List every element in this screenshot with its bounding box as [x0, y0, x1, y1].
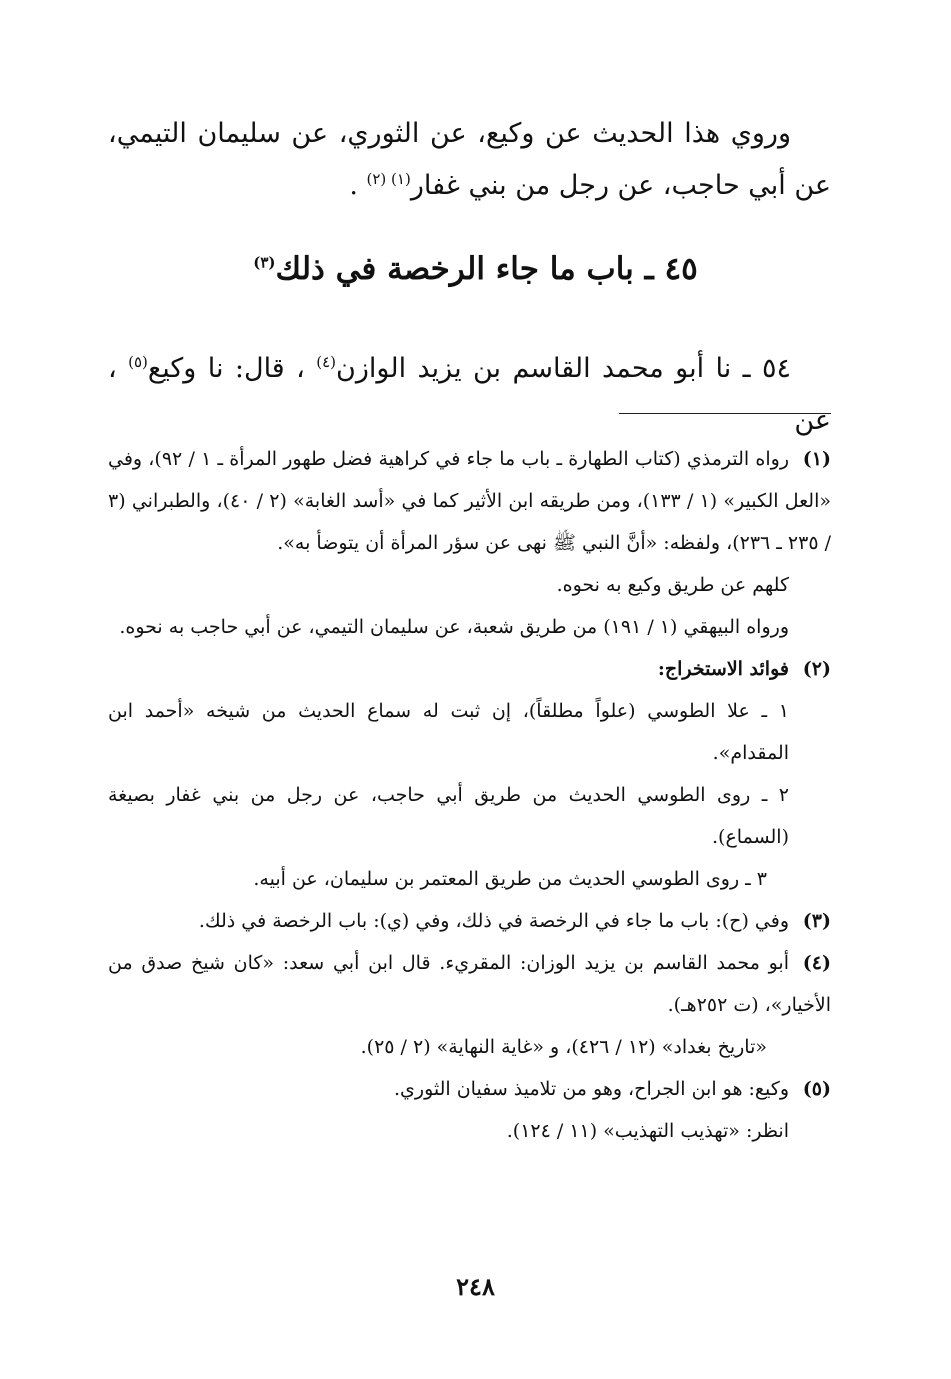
chapter-heading [0, 243, 951, 295]
footnote-2-item-2: ٢ ـ روى الطوسي الحديث من طريق أبي حاجب، عن رجل من بني غفار بصيغة (السماع). [108, 784, 789, 848]
footnote-ref-1-2[interactable]: (١) (٢) [366, 170, 411, 188]
paragraph-2-text-b: ، قال: نا وكيع [147, 353, 305, 384]
footnote-5-text: وكيع: هو ابن الجراح، وهو من تلاميذ سفيان الثوري. [393, 1078, 789, 1100]
footnote-3-number: (٣) [802, 910, 831, 932]
footnotes [108, 438, 831, 1152]
footnote-2-title: فوائد الاستخراج: [657, 658, 789, 680]
footnote-ref-4[interactable]: (٤) [316, 353, 337, 371]
footnote-1-line-3: ورواه البيهقي (١ / ١٩١) من طريق شعبة، عن سليمان التيمي، عن أبي حاجب به نحوه. [119, 616, 789, 638]
paragraph-1-text: وروي هذا الحديث عن وكيع، عن الثوري، عن سليمان التيمي، عن أبي حاجب، عن رجل من بني غفار [108, 118, 831, 201]
chapter-heading-text: ٤٥ ـ باب ما جاء الرخصة في ذلك [275, 251, 698, 287]
footnote-ref-5[interactable]: (٥) [128, 353, 148, 371]
footnote-1 [108, 438, 831, 564]
page-number: ٢٤٨ [456, 1272, 495, 1301]
footnote-3 [108, 900, 831, 942]
paragraph-1-end: . [349, 170, 358, 201]
main-text [108, 108, 831, 212]
paragraph-2 [108, 343, 831, 447]
footnote-4 [108, 942, 831, 1026]
footnote-2 [108, 648, 831, 690]
footnote-1-line-2: كلهم عن طريق وكيع به نحوه. [556, 574, 789, 596]
footnote-2-number: (٢) [802, 658, 831, 680]
footnote-5-number: (٥) [802, 1078, 831, 1100]
paragraph-2-text-a: ٥٤ ـ نا أبو محمد القاسم بن يزيد الوازن [336, 353, 791, 384]
footnote-2-item-3: ٣ ـ روى الطوسي الحديث من طريق المعتمر بن سليمان، عن أبيه. [253, 868, 767, 890]
footnote-ref-3[interactable]: (٣) [253, 253, 276, 272]
footnote-4-line-2: «تاريخ بغداد» (١٢ / ٤٢٦)، و «غاية النهاية» (٢ / ٢٥). [360, 1036, 767, 1058]
footnote-divider [619, 413, 831, 414]
footnote-5-line-2: انظر: «تهذيب التهذيب» (١١ / ١٢٤). [506, 1120, 789, 1142]
footnote-5 [108, 1068, 831, 1110]
footnote-2-item-1: ١ ـ علا الطوسي (علواً مطلقاً)، إن ثبت له سماع الحديث من شيخه «أحمد ابن المقدام». [108, 700, 789, 764]
footnote-4-text: أبو محمد القاسم بن يزيد الوزان: المقريء. قال ابن أبي سعد: «كان شيخ صدق من الأخيار»، (ت ٢٥٢هـ). [108, 952, 831, 1016]
footnote-1-number: (١) [802, 448, 831, 470]
footnote-4-number: (٤) [802, 952, 831, 974]
footnote-3-text: وفي (ح): باب ما جاء في الرخصة في ذلك، وفي (ي): باب الرخصة في ذلك. [198, 910, 789, 932]
paragraph-2-text-c: ، عن [108, 353, 831, 436]
footnote-1-text: رواه الترمذي (كتاب الطهارة ـ باب ما جاء في كراهية فضل طهور المرأة ـ ١ / ٩٢)، وفي «العل الكبير» (١ / ١٣٣)، ومن طريقه ابن الأثير كما في «أسد الغابة» (٢ / ٤٠)، والطبراني (٣ / ٢٣٥ ـ ٢٣٦)، ولفظه: «أنَّ النبي ﷺ نهى عن سؤر المرأة أن يتوضأ به». [108, 448, 831, 554]
paragraph-1 [108, 108, 831, 212]
